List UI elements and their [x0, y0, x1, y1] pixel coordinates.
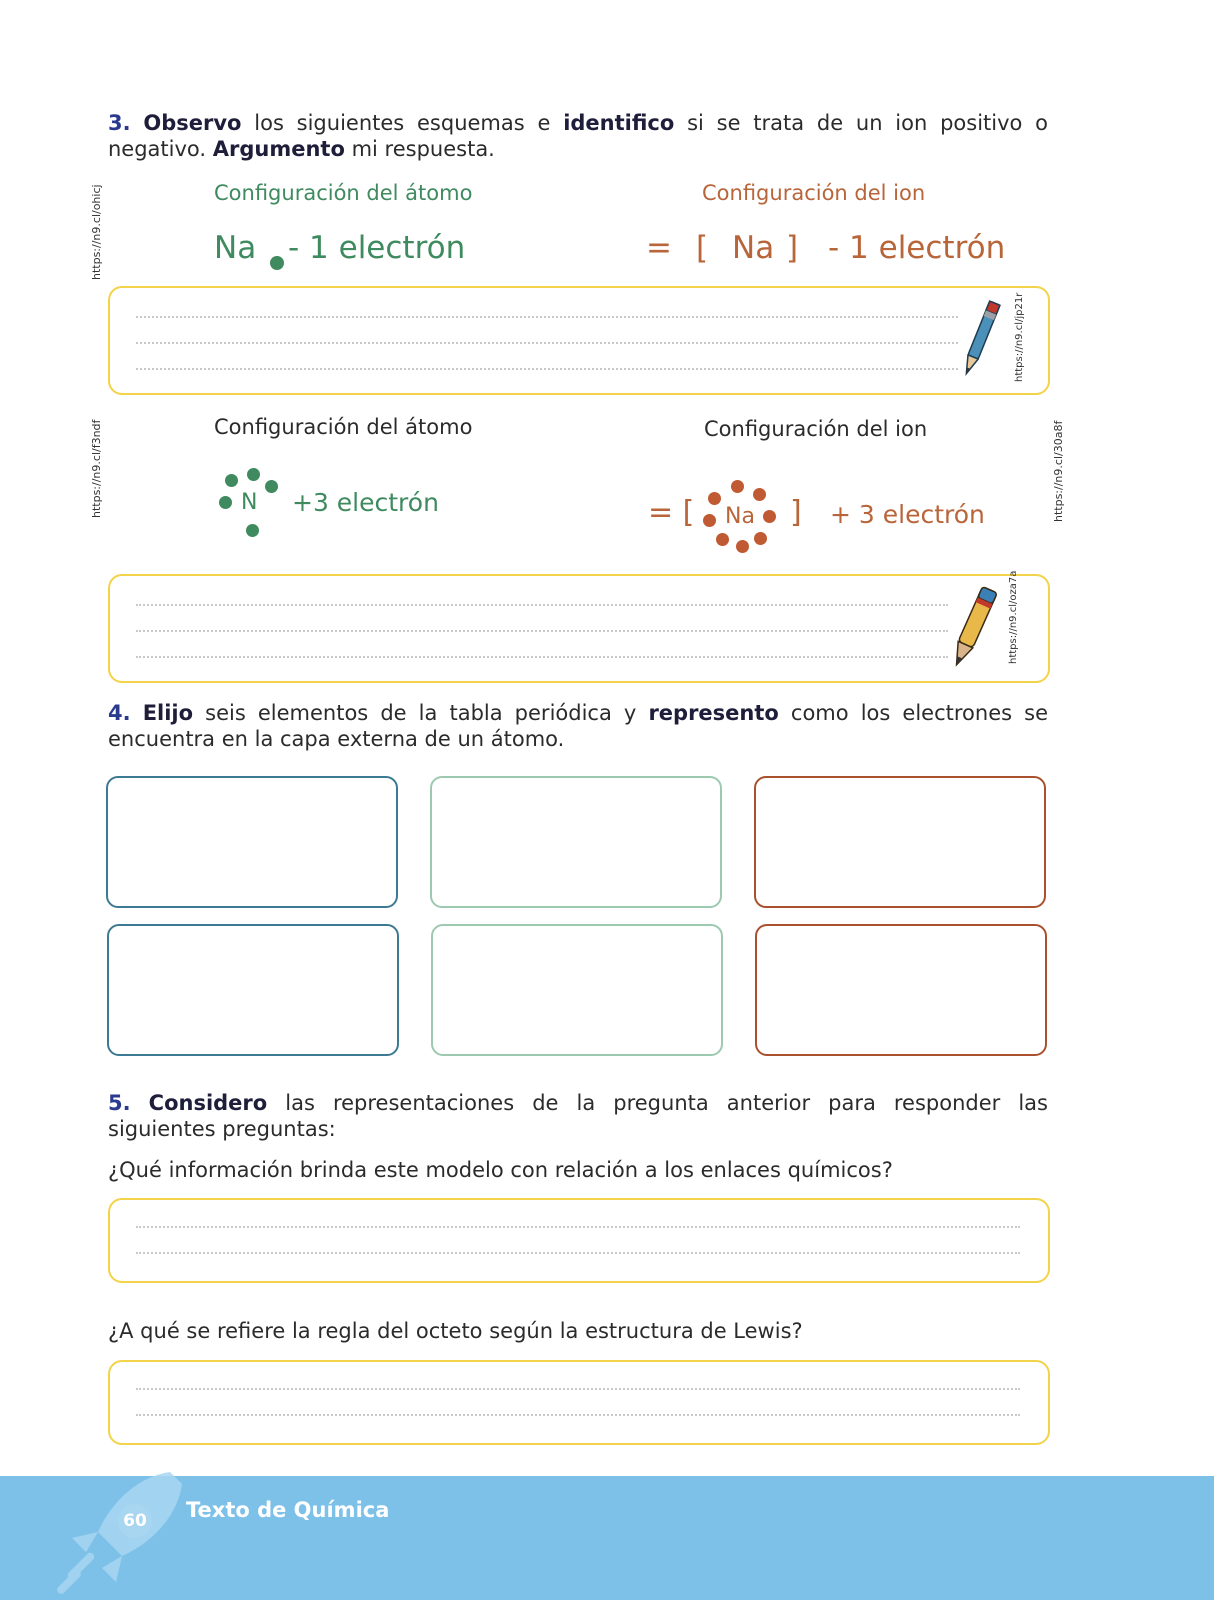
scheme1-atom-symbol: Na: [214, 230, 257, 266]
text-fragment: si se trata de un ion positivo o negativo.: [108, 111, 1048, 161]
question-number: 4.: [108, 701, 131, 725]
question-4-text: [108, 700, 1048, 752]
text-fragment: seis elementos de la tabla periódica y: [193, 701, 649, 725]
scheme2-equals-bracket: = [: [648, 495, 695, 530]
answer-line: [136, 604, 948, 606]
text-fragment: las representaciones de la pregunta anterior para responder las siguientes preguntas:: [108, 1091, 1048, 1141]
footer-title: Texto de Química: [186, 1498, 390, 1522]
answer-box-q5a[interactable]: [108, 1198, 1050, 1283]
answer-box-scheme2[interactable]: [108, 570, 1050, 683]
answer-line: [136, 630, 948, 632]
keyword: Elijo: [142, 701, 194, 725]
scheme1-equals: =: [646, 230, 672, 266]
electron-dot: [763, 510, 776, 523]
electron-dot: [247, 468, 260, 481]
answer-line: [136, 316, 958, 318]
keyword: Argumento: [212, 137, 345, 161]
scheme2-atom-change: +3 electrón: [292, 488, 439, 517]
element-box-6[interactable]: [755, 924, 1047, 1056]
scheme2-ion-symbol: Na: [725, 504, 755, 529]
side-link-left-2[interactable]: https://n9.cl/f3ndf: [90, 419, 103, 518]
element-box-5[interactable]: [431, 924, 723, 1056]
electron-dot: [219, 496, 232, 509]
pencil-icon: [954, 296, 1004, 386]
question-5b: ¿A qué se refiere la regla del octeto según la estructura de Lewis?: [108, 1319, 803, 1343]
scheme2-ion-heading: Configuración del ion: [704, 417, 928, 441]
answer-line: [136, 1414, 1020, 1416]
answer-line: [136, 1388, 1020, 1390]
electron-dot: [753, 488, 766, 501]
pencil-link-2[interactable]: https://n9.cl/oza7a: [1008, 570, 1019, 664]
text-fragment: los siguientes esquemas e: [241, 111, 564, 135]
keyword: represento: [648, 701, 779, 725]
keyword: Considero: [148, 1091, 268, 1115]
scheme2-bracket-close: ]: [790, 495, 802, 530]
element-box-2[interactable]: [430, 776, 722, 908]
electron-dot: [754, 532, 767, 545]
element-box-4[interactable]: [107, 924, 399, 1056]
electron-dot: [265, 480, 278, 493]
answer-box-q5b[interactable]: [108, 1360, 1050, 1445]
pencil-icon: [942, 582, 1002, 678]
scheme2-atom-heading: Configuración del átomo: [214, 415, 473, 439]
keyword: Observo: [143, 111, 242, 135]
page-number: 60: [118, 1504, 152, 1538]
scheme1-ion-symbol: Na: [732, 230, 775, 266]
valence-electron-dot: [270, 256, 284, 270]
scheme1-ion-heading: Configuración del ion: [702, 181, 926, 205]
question-5-text: [108, 1090, 1048, 1142]
scheme2-atom-symbol: N: [241, 490, 258, 515]
scheme1-ion-change: - 1 electrón: [828, 230, 1006, 266]
side-link-left-1[interactable]: https://n9.cl/ohicj: [90, 184, 103, 280]
question-3-text: [108, 110, 1048, 162]
electron-dot: [708, 492, 721, 505]
answer-line: [136, 1252, 1020, 1254]
element-box-1[interactable]: [106, 776, 398, 908]
electron-dot: [225, 474, 238, 487]
answer-box-scheme1[interactable]: [108, 286, 1050, 395]
scheme1-bracket-open: [: [696, 230, 709, 266]
rocket-icon: [50, 1466, 190, 1600]
answer-line: [136, 368, 958, 370]
side-link-right-1[interactable]: https://n9.cl/30a8f: [1052, 420, 1065, 522]
text-fragment: como los electrones se encuentra en la capa externa de un átomo.: [108, 701, 1048, 751]
answer-line: [136, 656, 948, 658]
page-footer: [0, 1476, 1214, 1600]
element-box-3[interactable]: [754, 776, 1046, 908]
question-5a: ¿Qué información brinda este modelo con relación a los enlaces químicos?: [108, 1158, 893, 1182]
answer-line: [136, 1226, 1020, 1228]
electron-dot: [703, 514, 716, 527]
scheme2-ion-change: + 3 electrón: [830, 500, 985, 529]
electron-dot: [731, 480, 744, 493]
scheme1-atom-heading: Configuración del átomo: [214, 181, 473, 205]
scheme1-bracket-close: ]: [786, 230, 799, 266]
question-number: 5.: [108, 1091, 131, 1115]
answer-line: [136, 342, 958, 344]
electron-dot: [716, 533, 729, 546]
electron-dot: [246, 524, 259, 537]
text-fragment: mi respuesta.: [344, 137, 495, 161]
keyword: identifico: [563, 111, 675, 135]
scheme1-atom-change: - 1 electrón: [288, 230, 466, 266]
question-number: 3.: [108, 111, 131, 135]
electron-dot: [736, 540, 749, 553]
pencil-link-1[interactable]: https://n9.cl/jp21r: [1014, 292, 1025, 382]
